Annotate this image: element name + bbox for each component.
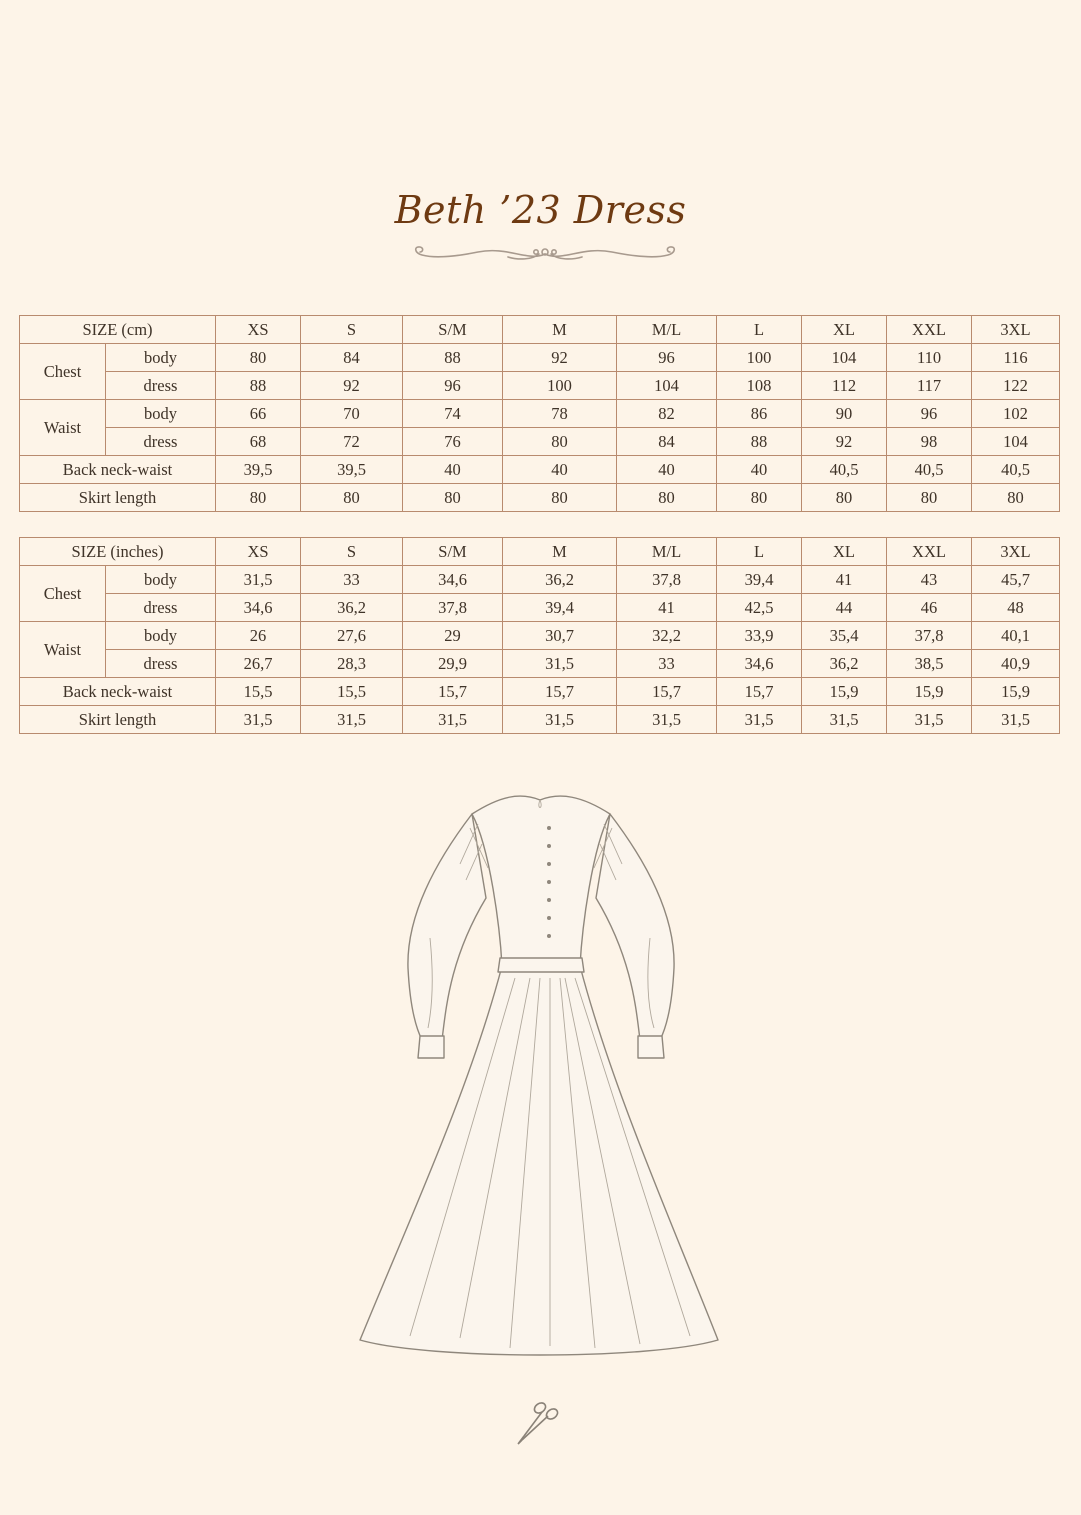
cell: 80 [887,484,972,512]
cell: 33 [301,566,403,594]
size-col-3xl: 3XL [972,316,1060,344]
cell: 34,6 [403,566,503,594]
cell: 46 [887,594,972,622]
header-row [20,538,1060,566]
cell: 30,7 [503,622,617,650]
cell: 15,9 [802,678,887,706]
flourish-ornament [408,240,682,268]
cell: 80 [717,484,802,512]
size-col-sm: S/M [403,316,503,344]
dress-sketch [350,788,730,1368]
waist-dress-row [20,428,1060,456]
size-col-l: L [717,538,802,566]
cell: 40 [503,456,617,484]
chest-body-row [20,344,1060,372]
size-col-xxl: XXL [887,538,972,566]
size-header: SIZE (inches) [20,538,216,566]
cell: 117 [887,372,972,400]
cell: 39,5 [216,456,301,484]
page-title: Beth ’23 Dress [394,188,687,232]
back-neck-waist-label: Back neck-waist [20,678,216,706]
waist-label: Waist [20,400,106,456]
cell: 70 [301,400,403,428]
cell: 36,2 [503,566,617,594]
cell: 31,5 [301,706,403,734]
cell: 40 [617,456,717,484]
cell: 84 [617,428,717,456]
size-col-ml: M/L [617,538,717,566]
cell: 104 [802,344,887,372]
cell: 39,4 [717,566,802,594]
cell: 42,5 [717,594,802,622]
cell: 31,5 [403,706,503,734]
body-label: body [106,400,216,428]
cell: 100 [503,372,617,400]
cell: 40,5 [802,456,887,484]
cell: 110 [887,344,972,372]
size-col-m: M [503,538,617,566]
cell: 31,5 [503,706,617,734]
cell: 88 [717,428,802,456]
cell: 80 [503,428,617,456]
cell: 96 [403,372,503,400]
cell: 27,6 [301,622,403,650]
skirt-length-row [20,484,1060,512]
cell: 28,3 [301,650,403,678]
cell: 15,5 [216,678,301,706]
cell: 80 [403,484,503,512]
size-col-m: M [503,316,617,344]
skirt-length-label: Skirt length [20,484,216,512]
size-col-xl: XL [802,316,887,344]
cell: 45,7 [972,566,1060,594]
size-col-xs: XS [216,316,301,344]
size-col-xl: XL [802,538,887,566]
cell: 31,5 [216,566,301,594]
size-table-cm [19,315,1060,512]
cell: 122 [972,372,1060,400]
cell: 66 [216,400,301,428]
cell: 92 [802,428,887,456]
cell: 33 [617,650,717,678]
waist-dress-row [20,650,1060,678]
cell: 43 [887,566,972,594]
dress-label: dress [106,428,216,456]
cell: 68 [216,428,301,456]
skirt-length-row [20,706,1060,734]
waist-body-row [20,400,1060,428]
cell: 15,7 [617,678,717,706]
size-col-xxl: XXL [887,316,972,344]
size-col-l: L [717,316,802,344]
cell: 104 [972,428,1060,456]
cell: 74 [403,400,503,428]
dress-label: dress [106,594,216,622]
cell: 37,8 [887,622,972,650]
dress-label: dress [106,650,216,678]
cell: 102 [972,400,1060,428]
cell: 40,5 [887,456,972,484]
cell: 92 [301,372,403,400]
chest-label: Chest [20,566,106,622]
cell: 31,5 [503,650,617,678]
cell: 15,7 [503,678,617,706]
cell: 72 [301,428,403,456]
waist-body-row [20,622,1060,650]
cell: 40 [403,456,503,484]
cell: 116 [972,344,1060,372]
cell: 32,2 [617,622,717,650]
chest-dress-row [20,372,1060,400]
cell: 39,5 [301,456,403,484]
cell: 15,9 [972,678,1060,706]
cell: 86 [717,400,802,428]
header-row [20,316,1060,344]
cell: 33,9 [717,622,802,650]
cell: 31,5 [887,706,972,734]
waist-label: Waist [20,622,106,678]
cell: 82 [617,400,717,428]
cell: 84 [301,344,403,372]
cell: 15,7 [403,678,503,706]
cell: 40 [717,456,802,484]
dress-label: dress [106,372,216,400]
cell: 15,5 [301,678,403,706]
cell: 36,2 [802,650,887,678]
cell: 40,1 [972,622,1060,650]
cell: 29,9 [403,650,503,678]
cell: 100 [717,344,802,372]
cell: 40,5 [972,456,1060,484]
cell: 26 [216,622,301,650]
cell: 34,6 [216,594,301,622]
cell: 96 [887,400,972,428]
cell: 88 [216,372,301,400]
cell: 37,8 [617,566,717,594]
size-col-s: S [301,538,403,566]
cell: 108 [717,372,802,400]
cell: 80 [503,484,617,512]
chest-label: Chest [20,344,106,400]
cell: 36,2 [301,594,403,622]
cell: 90 [802,400,887,428]
size-col-3xl: 3XL [972,538,1060,566]
size-col-xs: XS [216,538,301,566]
cell: 40,9 [972,650,1060,678]
back-neck-waist-label: Back neck-waist [20,456,216,484]
back-neck-waist-row [20,678,1060,706]
cell: 34,6 [717,650,802,678]
cell: 88 [403,344,503,372]
cell: 41 [617,594,717,622]
cell: 31,5 [216,706,301,734]
cell: 104 [617,372,717,400]
cell: 80 [301,484,403,512]
cell: 80 [216,344,301,372]
cell: 26,7 [216,650,301,678]
cell: 29 [403,622,503,650]
cell: 80 [216,484,301,512]
body-label: body [106,622,216,650]
cell: 78 [503,400,617,428]
cell: 41 [802,566,887,594]
chest-body-row [20,566,1060,594]
cell: 31,5 [972,706,1060,734]
cell: 80 [802,484,887,512]
cell: 76 [403,428,503,456]
cell: 44 [802,594,887,622]
cell: 35,4 [802,622,887,650]
cell: 38,5 [887,650,972,678]
cell: 15,9 [887,678,972,706]
cell: 15,7 [717,678,802,706]
cell: 31,5 [617,706,717,734]
scissors-icon [512,1396,566,1446]
body-label: body [106,344,216,372]
cell: 48 [972,594,1060,622]
cell: 31,5 [717,706,802,734]
chest-dress-row [20,594,1060,622]
back-neck-waist-row [20,456,1060,484]
cell: 31,5 [802,706,887,734]
skirt-length-label: Skirt length [20,706,216,734]
cell: 39,4 [503,594,617,622]
size-col-ml: M/L [617,316,717,344]
cell: 112 [802,372,887,400]
cell: 37,8 [403,594,503,622]
cell: 92 [503,344,617,372]
cell: 80 [617,484,717,512]
body-label: body [106,566,216,594]
size-table-inches [19,537,1060,734]
cell: 98 [887,428,972,456]
cell: 80 [972,484,1060,512]
cell: 96 [617,344,717,372]
size-col-sm: S/M [403,538,503,566]
size-col-s: S [301,316,403,344]
size-header: SIZE (cm) [20,316,216,344]
